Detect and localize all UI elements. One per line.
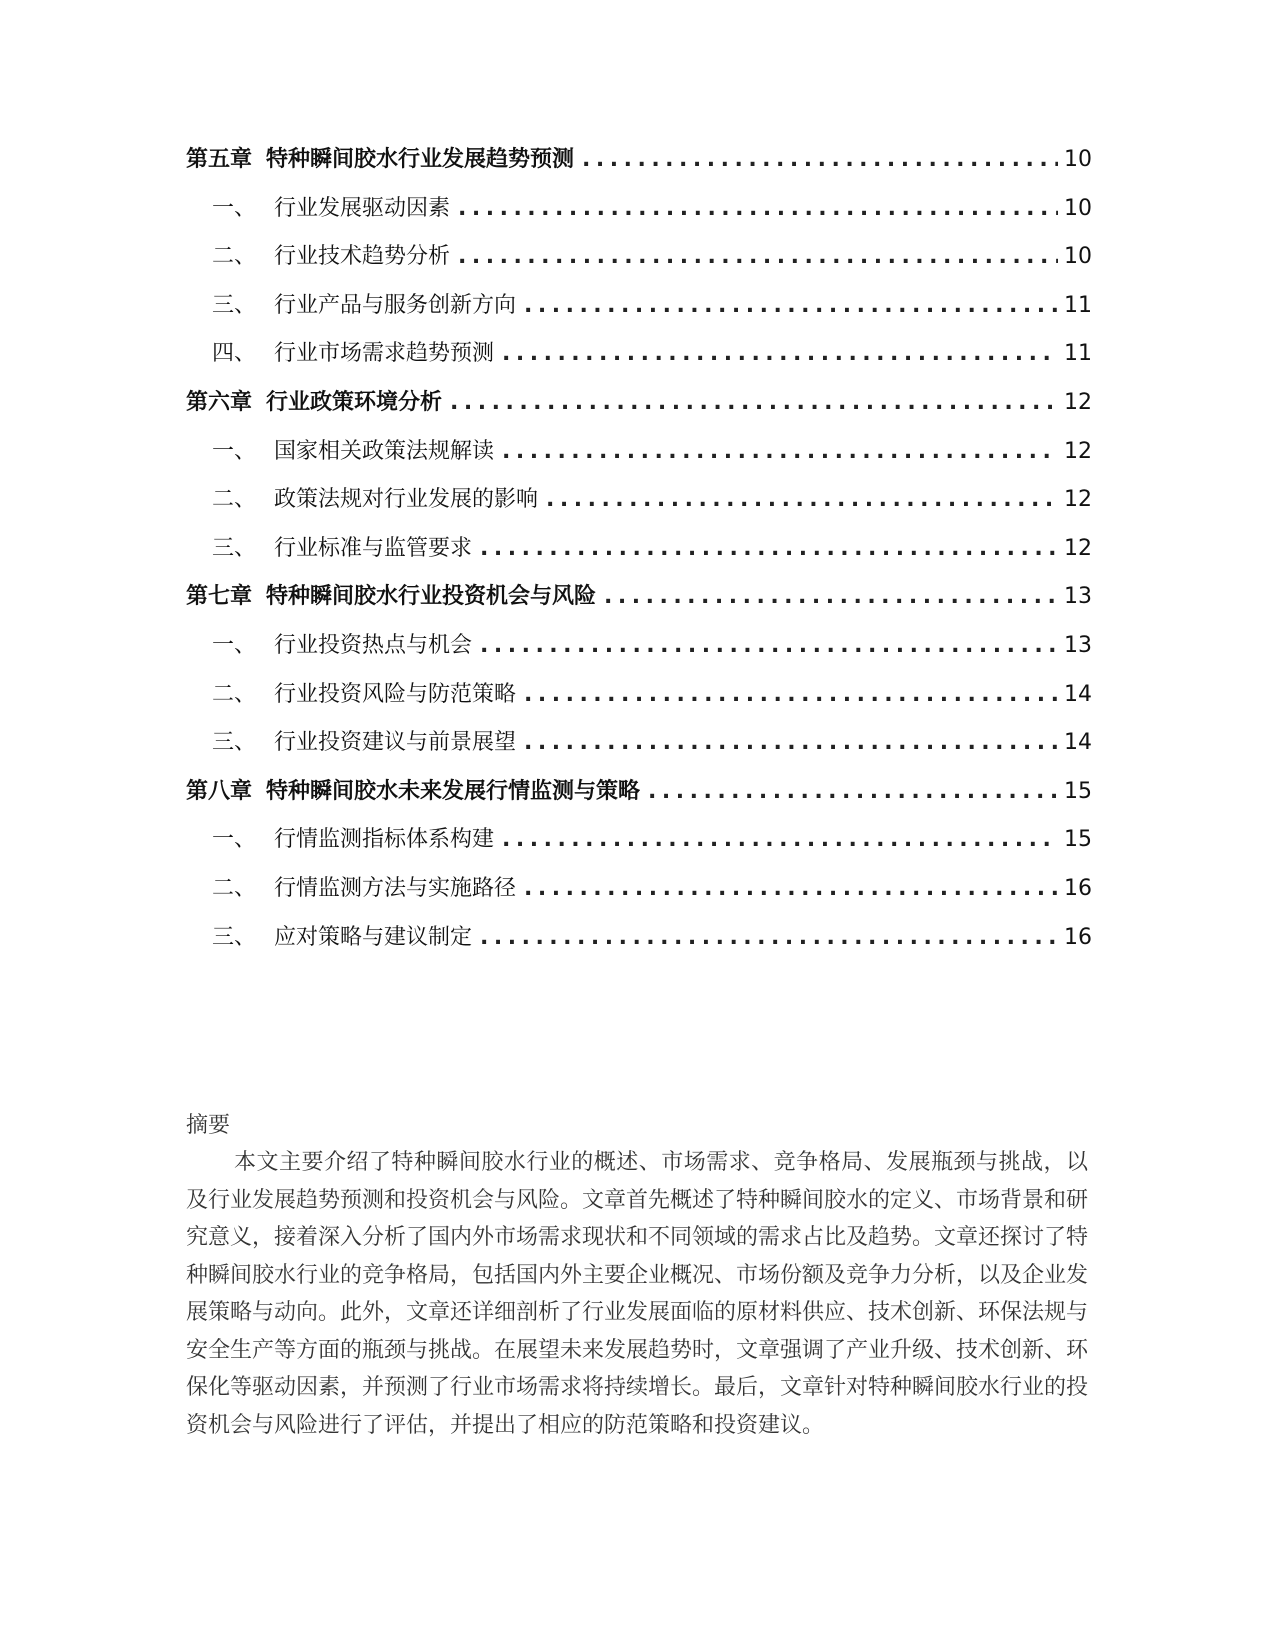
toc-page-number: 12 <box>1064 389 1092 415</box>
toc-number: 第八章 <box>186 778 253 804</box>
toc-page-number: 14 <box>1064 681 1092 707</box>
toc-title: 应对策略与建议制定 <box>274 924 473 950</box>
toc-leader <box>524 293 1058 318</box>
toc-number: 第五章 <box>186 147 253 172</box>
toc-entry[interactable] <box>186 288 1092 337</box>
toc-leader <box>502 827 1058 852</box>
toc-leader <box>480 925 1058 950</box>
toc-page-number: 15 <box>1064 827 1092 853</box>
toc-page-number: 14 <box>1064 730 1092 756</box>
toc-entry[interactable] <box>186 191 1092 240</box>
toc-number: 二、 <box>212 244 257 270</box>
toc-page-number: 13 <box>1064 632 1092 658</box>
toc-leader <box>502 341 1058 366</box>
toc-leader <box>450 390 1058 415</box>
toc-title: 行业投资风险与防范策略 <box>274 681 517 707</box>
toc-page-number: 12 <box>1064 487 1092 513</box>
toc-title: 行业发展驱动因素 <box>274 195 451 221</box>
toc-page-number: 13 <box>1064 584 1092 610</box>
toc-entry[interactable] <box>186 920 1092 969</box>
toc-entry[interactable] <box>186 677 1092 726</box>
toc-page-number: 12 <box>1064 535 1092 561</box>
toc-leader <box>502 439 1058 464</box>
toc-leader <box>480 536 1058 561</box>
toc-page-number: 15 <box>1064 778 1092 804</box>
toc-number: 一、 <box>212 632 257 658</box>
toc-title: 行业市场需求趋势预测 <box>274 341 495 367</box>
table-of-contents <box>186 142 1092 968</box>
toc-entry[interactable] <box>186 385 1092 434</box>
toc-title: 政策法规对行业发展的影响 <box>274 487 539 513</box>
toc-leader <box>458 244 1058 269</box>
toc-entry[interactable] <box>186 725 1092 774</box>
toc-leader <box>648 779 1058 804</box>
toc-title: 行情监测指标体系构建 <box>274 827 495 853</box>
abstract-heading: 摘要 <box>186 1113 231 1138</box>
toc-number: 三、 <box>212 535 257 561</box>
toc-title: 行业产品与服务创新方向 <box>274 292 517 318</box>
toc-number: 二、 <box>212 487 257 513</box>
toc-number: 三、 <box>212 292 257 318</box>
toc-number: 第六章 <box>186 389 253 415</box>
abstract-body: 本文主要介绍了特种瞬间胶水行业的概述、市场需求、竞争格局、发展瓶颈与挑战，以及行业发展趋势预测和投资机会与风险。文章首先概述了特种瞬间胶水的定义、市场背景和研究意义，接着深入分析了国内外市场需求现状和不同领域的需求占比及趋势。文章还探讨了特种瞬间胶水行业的竞争格局，包括国内外主要企业概况、市场份额及竞争力分析，以及企业发展策略与动向。此外，文章还详细剖析了行业发展面临的原材料供应、技术创新、环保法规与安全生产等方面的瓶颈与挑战。在展望未来发展趋势时，文章强调了产业升级、技术创新、环保化等驱动因素，并预测了行业市场需求将持续增长。最后，文章针对特种瞬间胶水行业的投资机会与风险进行了评估，并提出了相应的防范策略和投资建议。 <box>186 1150 1089 1438</box>
toc-title: 行业投资热点与机会 <box>274 632 473 658</box>
toc-number: 二、 <box>212 875 257 901</box>
toc-entry[interactable] <box>186 871 1092 920</box>
toc-title: 特种瞬间胶水行业发展趋势预测 <box>266 147 575 172</box>
toc-page-number: 10 <box>1064 244 1092 270</box>
toc-leader <box>582 147 1058 172</box>
toc-title: 行情监测方法与实施路径 <box>274 875 517 901</box>
toc-number: 一、 <box>212 438 257 464</box>
toc-number: 三、 <box>212 730 257 756</box>
toc-leader <box>524 876 1058 901</box>
toc-entry[interactable] <box>186 774 1092 823</box>
toc-entry[interactable] <box>186 482 1092 531</box>
toc-page-number: 11 <box>1064 341 1092 367</box>
toc-title: 国家相关政策法规解读 <box>274 438 495 464</box>
toc-page-number: 10 <box>1064 195 1092 221</box>
toc-title: 特种瞬间胶水未来发展行情监测与策略 <box>266 778 641 804</box>
toc-number: 一、 <box>212 195 257 221</box>
toc-number: 一、 <box>212 827 257 853</box>
toc-leader <box>604 584 1058 609</box>
toc-leader <box>524 682 1058 707</box>
toc-number: 三、 <box>212 924 257 950</box>
toc-title: 特种瞬间胶水行业投资机会与风险 <box>266 584 597 610</box>
toc-leader <box>480 633 1058 658</box>
toc-title: 行业政策环境分析 <box>266 389 443 415</box>
abstract-section <box>186 1108 1088 1444</box>
toc-page-number: 16 <box>1064 875 1092 901</box>
toc-leader <box>546 487 1058 512</box>
toc-page-number: 12 <box>1064 438 1092 464</box>
toc-title: 行业技术趋势分析 <box>274 244 451 270</box>
toc-number: 二、 <box>212 681 257 707</box>
toc-leader <box>524 730 1058 755</box>
toc-number: 第七章 <box>186 584 253 610</box>
toc-entry[interactable] <box>186 579 1092 628</box>
toc-entry[interactable] <box>186 142 1092 191</box>
toc-entry[interactable] <box>186 239 1092 288</box>
toc-entry[interactable] <box>186 434 1092 483</box>
toc-page-number: 10 <box>1064 147 1092 172</box>
toc-leader <box>458 196 1058 221</box>
toc-entry[interactable] <box>186 336 1092 385</box>
toc-title: 行业投资建议与前景展望 <box>274 730 517 756</box>
toc-entry[interactable] <box>186 628 1092 677</box>
toc-page-number: 16 <box>1064 924 1092 950</box>
toc-page-number: 11 <box>1064 292 1092 318</box>
toc-entry[interactable] <box>186 531 1092 580</box>
toc-title: 行业标准与监管要求 <box>274 535 473 561</box>
toc-entry[interactable] <box>186 822 1092 871</box>
toc-number: 四、 <box>212 341 257 367</box>
